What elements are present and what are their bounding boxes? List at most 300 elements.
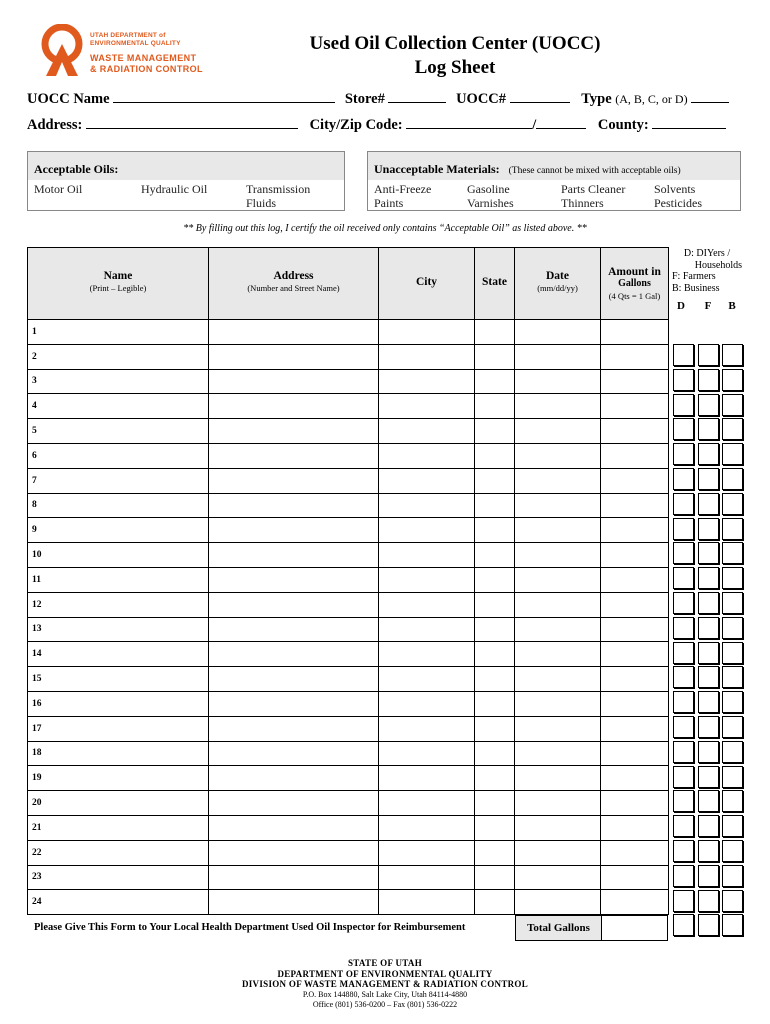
unacceptable-materials-box bbox=[367, 151, 741, 211]
checkbox-f[interactable] bbox=[698, 592, 719, 614]
table-row bbox=[28, 543, 669, 568]
name-cell[interactable] bbox=[51, 468, 209, 493]
date-cell[interactable] bbox=[515, 394, 601, 419]
checkbox-b[interactable] bbox=[722, 840, 743, 862]
legend-f: F: Farmers bbox=[672, 271, 716, 283]
date-header bbox=[515, 248, 601, 320]
address-cell[interactable] bbox=[209, 691, 379, 716]
checkbox-b[interactable] bbox=[722, 518, 743, 540]
amount-cell[interactable] bbox=[601, 369, 669, 394]
checkbox-f[interactable] bbox=[698, 369, 719, 391]
amount-cell[interactable] bbox=[601, 344, 669, 369]
uocc-name-label: UOCC Name bbox=[27, 91, 110, 107]
checkbox-f[interactable] bbox=[698, 716, 719, 738]
checkbox-b[interactable] bbox=[722, 443, 743, 465]
city-cell[interactable] bbox=[379, 766, 475, 791]
checkbox-f[interactable] bbox=[698, 394, 719, 416]
row-number: 9 bbox=[28, 518, 51, 543]
name-header bbox=[28, 248, 209, 320]
row-number: 14 bbox=[28, 642, 51, 667]
amount-cell[interactable] bbox=[601, 716, 669, 741]
address-header bbox=[209, 248, 379, 320]
checkbox-b[interactable] bbox=[722, 394, 743, 416]
checkbox-d[interactable] bbox=[673, 567, 694, 589]
footer-division: DIVISION OF WASTE MANAGEMENT & RADIATION CONTROL bbox=[241, 979, 529, 989]
checkbox-b[interactable] bbox=[722, 815, 743, 837]
checkbox-d[interactable] bbox=[673, 741, 694, 763]
date-cell[interactable] bbox=[515, 741, 601, 766]
amount-cell[interactable] bbox=[601, 642, 669, 667]
page-subtitle: Log Sheet bbox=[414, 57, 496, 78]
amount-cell[interactable] bbox=[601, 419, 669, 444]
city-cell[interactable] bbox=[379, 667, 475, 692]
state-cell[interactable] bbox=[475, 369, 515, 394]
amount-cell[interactable] bbox=[601, 543, 669, 568]
state-cell[interactable] bbox=[475, 716, 515, 741]
checkbox-f[interactable] bbox=[698, 518, 719, 540]
city-cell[interactable] bbox=[379, 716, 475, 741]
city-cell[interactable] bbox=[379, 741, 475, 766]
checkbox-b[interactable] bbox=[722, 418, 743, 440]
state-cell[interactable] bbox=[475, 543, 515, 568]
address-cell[interactable] bbox=[209, 791, 379, 816]
checkbox-f[interactable] bbox=[698, 766, 719, 788]
checkbox-d[interactable] bbox=[673, 890, 694, 912]
address-cell[interactable] bbox=[209, 642, 379, 667]
page-title: Used Oil Collection Center (UOCC) bbox=[309, 33, 601, 54]
address-cell[interactable] bbox=[209, 344, 379, 369]
state-cell[interactable] bbox=[475, 443, 515, 468]
amount-cell[interactable] bbox=[601, 320, 669, 345]
checkbox-f[interactable] bbox=[698, 691, 719, 713]
checkbox-f[interactable] bbox=[698, 542, 719, 564]
name-cell[interactable] bbox=[51, 865, 209, 890]
checkbox-b[interactable] bbox=[722, 468, 743, 490]
address-cell[interactable] bbox=[209, 369, 379, 394]
date-cell[interactable] bbox=[515, 667, 601, 692]
state-header: State bbox=[475, 248, 515, 320]
amount-cell[interactable] bbox=[601, 840, 669, 865]
material-item: Solvents bbox=[654, 182, 696, 196]
city-cell[interactable] bbox=[379, 865, 475, 890]
checkbox-b[interactable] bbox=[722, 790, 743, 812]
table-row bbox=[28, 320, 669, 345]
date-cell[interactable] bbox=[515, 369, 601, 394]
checkbox-d[interactable] bbox=[673, 592, 694, 614]
checkbox-f[interactable] bbox=[698, 493, 719, 515]
address-cell[interactable] bbox=[209, 667, 379, 692]
utah-logo-icon bbox=[40, 24, 86, 78]
table-row bbox=[28, 493, 669, 518]
address-cell[interactable] bbox=[209, 320, 379, 345]
state-cell[interactable] bbox=[475, 741, 515, 766]
address-cell[interactable] bbox=[209, 716, 379, 741]
amount-cell[interactable] bbox=[601, 766, 669, 791]
city-cell[interactable] bbox=[379, 890, 475, 915]
date-cell[interactable] bbox=[515, 766, 601, 791]
checkbox-f[interactable] bbox=[698, 344, 719, 366]
city-cell[interactable] bbox=[379, 617, 475, 642]
address-cell[interactable] bbox=[209, 592, 379, 617]
address-cell[interactable] bbox=[209, 865, 379, 890]
type-hint: (A, B, C, or D) bbox=[615, 92, 688, 106]
checkbox-d[interactable] bbox=[673, 493, 694, 515]
city-cell[interactable] bbox=[379, 567, 475, 592]
checkbox-d[interactable] bbox=[673, 691, 694, 713]
city-cell[interactable] bbox=[379, 394, 475, 419]
name-cell[interactable] bbox=[51, 344, 209, 369]
checkbox-d[interactable] bbox=[673, 518, 694, 540]
date-cell[interactable] bbox=[515, 518, 601, 543]
address-field[interactable] bbox=[86, 116, 298, 129]
checkbox-f[interactable] bbox=[698, 865, 719, 887]
row-number: 10 bbox=[28, 543, 51, 568]
state-cell[interactable] bbox=[475, 468, 515, 493]
name-header-label: Name bbox=[103, 270, 133, 282]
state-cell[interactable] bbox=[475, 394, 515, 419]
state-cell[interactable] bbox=[475, 617, 515, 642]
state-cell[interactable] bbox=[475, 592, 515, 617]
city-cell[interactable] bbox=[379, 791, 475, 816]
checkbox-b[interactable] bbox=[722, 766, 743, 788]
row-number: 18 bbox=[28, 741, 51, 766]
checkbox-f[interactable] bbox=[698, 741, 719, 763]
date-cell[interactable] bbox=[515, 468, 601, 493]
acceptable-oils-box bbox=[27, 151, 345, 211]
state-cell[interactable] bbox=[475, 766, 515, 791]
date-cell[interactable] bbox=[515, 840, 601, 865]
address-cell[interactable] bbox=[209, 815, 379, 840]
checkbox-d[interactable] bbox=[673, 865, 694, 887]
checkbox-d[interactable] bbox=[673, 418, 694, 440]
checkbox-d[interactable] bbox=[673, 840, 694, 862]
address-label: Address: bbox=[27, 117, 83, 133]
amount-cell[interactable] bbox=[601, 592, 669, 617]
legend-d: D: DIYers / bbox=[683, 248, 731, 259]
city-cell[interactable] bbox=[379, 815, 475, 840]
name-cell[interactable] bbox=[51, 394, 209, 419]
name-cell[interactable] bbox=[51, 592, 209, 617]
name-cell[interactable] bbox=[51, 766, 209, 791]
state-cell[interactable] bbox=[475, 691, 515, 716]
name-cell[interactable] bbox=[51, 667, 209, 692]
log-table bbox=[27, 247, 669, 915]
name-cell[interactable] bbox=[51, 369, 209, 394]
name-cell[interactable] bbox=[51, 493, 209, 518]
address-cell[interactable] bbox=[209, 518, 379, 543]
amount-cell[interactable] bbox=[601, 518, 669, 543]
table-row bbox=[28, 667, 669, 692]
address-header-label: Address bbox=[273, 270, 314, 282]
row-number: 6 bbox=[28, 443, 51, 468]
date-cell[interactable] bbox=[515, 344, 601, 369]
date-header-sub: (mm/dd/yy) bbox=[537, 283, 578, 293]
checkbox-b[interactable] bbox=[722, 493, 743, 515]
checkbox-d[interactable] bbox=[673, 617, 694, 639]
deq-logo bbox=[40, 24, 220, 80]
col-b-header: B bbox=[728, 300, 736, 312]
checkbox-b[interactable] bbox=[722, 592, 743, 614]
address-cell[interactable] bbox=[209, 890, 379, 915]
store-label: Store# bbox=[344, 91, 385, 107]
city-cell[interactable] bbox=[379, 840, 475, 865]
address-cell[interactable] bbox=[209, 394, 379, 419]
row-number: 2 bbox=[28, 344, 51, 369]
date-cell[interactable] bbox=[515, 865, 601, 890]
checkbox-d[interactable] bbox=[673, 642, 694, 664]
footer-state: STATE OF UTAH bbox=[347, 958, 423, 968]
agency-line-1: UTAH DEPARTMENT of bbox=[90, 32, 166, 39]
name-cell[interactable] bbox=[51, 642, 209, 667]
date-cell[interactable] bbox=[515, 443, 601, 468]
address-cell[interactable] bbox=[209, 766, 379, 791]
city-cell[interactable] bbox=[379, 543, 475, 568]
zip-field[interactable] bbox=[536, 116, 586, 129]
city-cell[interactable] bbox=[379, 320, 475, 345]
city-cell[interactable] bbox=[379, 344, 475, 369]
state-cell[interactable] bbox=[475, 320, 515, 345]
state-cell[interactable] bbox=[475, 791, 515, 816]
checkbox-f[interactable] bbox=[698, 890, 719, 912]
name-cell[interactable] bbox=[51, 791, 209, 816]
address-cell[interactable] bbox=[209, 493, 379, 518]
address-cell[interactable] bbox=[209, 567, 379, 592]
footer-po: P.O. Box 144880, Salt Lake City, Utah 84114-4880 bbox=[302, 989, 468, 999]
checkbox-f[interactable] bbox=[698, 567, 719, 589]
table-row bbox=[28, 394, 669, 419]
total-gallons-field[interactable] bbox=[603, 916, 667, 940]
date-cell[interactable] bbox=[515, 890, 601, 915]
total-gallons-box bbox=[515, 915, 668, 941]
checkbox-b[interactable] bbox=[722, 344, 743, 366]
date-cell[interactable] bbox=[515, 716, 601, 741]
checkbox-d[interactable] bbox=[673, 815, 694, 837]
address-cell[interactable] bbox=[209, 468, 379, 493]
checkbox-f[interactable] bbox=[698, 666, 719, 688]
state-cell[interactable] bbox=[475, 840, 515, 865]
date-cell[interactable] bbox=[515, 791, 601, 816]
address-cell[interactable] bbox=[209, 543, 379, 568]
address-header-sub: (Number and Street Name) bbox=[247, 283, 340, 293]
checkbox-b[interactable] bbox=[722, 666, 743, 688]
table-row bbox=[28, 443, 669, 468]
store-field[interactable] bbox=[388, 90, 446, 103]
date-cell[interactable] bbox=[515, 815, 601, 840]
checkbox-b[interactable] bbox=[722, 865, 743, 887]
name-cell[interactable] bbox=[51, 567, 209, 592]
date-cell[interactable] bbox=[515, 642, 601, 667]
oil-item: Hydraulic Oil bbox=[141, 182, 208, 196]
name-cell[interactable] bbox=[51, 320, 209, 345]
name-cell[interactable] bbox=[51, 617, 209, 642]
uocc-name-field[interactable] bbox=[113, 90, 335, 103]
checkbox-b[interactable] bbox=[722, 890, 743, 912]
city-cell[interactable] bbox=[379, 468, 475, 493]
name-cell[interactable] bbox=[51, 543, 209, 568]
amount-cell[interactable] bbox=[601, 493, 669, 518]
table-row bbox=[28, 642, 669, 667]
checkbox-b[interactable] bbox=[722, 617, 743, 639]
amount-cell[interactable] bbox=[601, 394, 669, 419]
address-row bbox=[27, 116, 726, 134]
name-cell[interactable] bbox=[51, 419, 209, 444]
date-cell[interactable] bbox=[515, 691, 601, 716]
checkbox-f[interactable] bbox=[698, 418, 719, 440]
checkbox-b[interactable] bbox=[722, 567, 743, 589]
checkbox-f[interactable] bbox=[698, 840, 719, 862]
name-header-sub: (Print – Legible) bbox=[89, 283, 147, 293]
state-cell[interactable] bbox=[475, 667, 515, 692]
name-cell[interactable] bbox=[51, 840, 209, 865]
type-field[interactable] bbox=[691, 90, 729, 103]
acceptable-oils-heading: Acceptable Oils: bbox=[28, 152, 344, 180]
amount-cell[interactable] bbox=[601, 815, 669, 840]
table-row bbox=[28, 567, 669, 592]
checkbox-f[interactable] bbox=[698, 468, 719, 490]
date-cell[interactable] bbox=[515, 493, 601, 518]
address-cell[interactable] bbox=[209, 617, 379, 642]
checkbox-d[interactable] bbox=[673, 666, 694, 688]
row-number: 19 bbox=[28, 766, 51, 791]
date-cell[interactable] bbox=[515, 543, 601, 568]
checkbox-b[interactable] bbox=[722, 716, 743, 738]
agency-footer bbox=[0, 958, 770, 1011]
amount-cell[interactable] bbox=[601, 890, 669, 915]
city-cell[interactable] bbox=[379, 642, 475, 667]
address-cell[interactable] bbox=[209, 443, 379, 468]
customer-type-legend bbox=[672, 248, 742, 294]
checkbox-d[interactable] bbox=[673, 542, 694, 564]
oil-item: Fluids bbox=[246, 196, 277, 210]
name-cell[interactable] bbox=[51, 741, 209, 766]
name-cell[interactable] bbox=[51, 443, 209, 468]
table-row bbox=[28, 890, 669, 915]
checkbox-d[interactable] bbox=[673, 766, 694, 788]
table-row bbox=[28, 815, 669, 840]
city-header: City bbox=[379, 248, 475, 320]
address-cell[interactable] bbox=[209, 419, 379, 444]
state-cell[interactable] bbox=[475, 567, 515, 592]
row-number: 21 bbox=[28, 815, 51, 840]
state-cell[interactable] bbox=[475, 815, 515, 840]
address-cell[interactable] bbox=[209, 840, 379, 865]
checkbox-f[interactable] bbox=[698, 914, 719, 936]
date-cell[interactable] bbox=[515, 567, 601, 592]
checkbox-b[interactable] bbox=[722, 369, 743, 391]
checkbox-d[interactable] bbox=[673, 468, 694, 490]
name-cell[interactable] bbox=[51, 518, 209, 543]
checkbox-d[interactable] bbox=[673, 790, 694, 812]
table-row bbox=[28, 865, 669, 890]
table-header-row bbox=[28, 248, 669, 320]
city-cell[interactable] bbox=[379, 443, 475, 468]
checkbox-d[interactable] bbox=[673, 914, 694, 936]
col-f-header: F bbox=[704, 300, 712, 312]
county-field[interactable] bbox=[652, 116, 726, 129]
table-row bbox=[28, 419, 669, 444]
certify-statement: ** By filling out this log, I certify the oil received only contains “Acceptable Oil” as listed above. ** bbox=[183, 223, 587, 234]
amount-cell[interactable] bbox=[601, 865, 669, 890]
state-cell[interactable] bbox=[475, 518, 515, 543]
checkbox-f[interactable] bbox=[698, 642, 719, 664]
legend-b: B: Business bbox=[672, 282, 720, 294]
city-cell[interactable] bbox=[379, 691, 475, 716]
city-cell[interactable] bbox=[379, 419, 475, 444]
checkbox-d[interactable] bbox=[673, 369, 694, 391]
checkbox-d[interactable] bbox=[673, 394, 694, 416]
table-row bbox=[28, 741, 669, 766]
material-item: Pesticides bbox=[654, 196, 702, 210]
checkbox-b[interactable] bbox=[722, 542, 743, 564]
amount-cell[interactable] bbox=[601, 468, 669, 493]
row-number: 20 bbox=[28, 791, 51, 816]
checkbox-d[interactable] bbox=[673, 716, 694, 738]
amount-cell[interactable] bbox=[601, 791, 669, 816]
amount-cell[interactable] bbox=[601, 741, 669, 766]
amount-cell[interactable] bbox=[601, 691, 669, 716]
date-cell[interactable] bbox=[515, 617, 601, 642]
city-field[interactable] bbox=[406, 116, 532, 129]
city-cell[interactable] bbox=[379, 518, 475, 543]
state-cell[interactable] bbox=[475, 419, 515, 444]
checkbox-f[interactable] bbox=[698, 443, 719, 465]
unacceptable-heading-row bbox=[368, 152, 740, 180]
city-cell[interactable] bbox=[379, 493, 475, 518]
city-cell[interactable] bbox=[379, 592, 475, 617]
date-cell[interactable] bbox=[515, 419, 601, 444]
row-number: 7 bbox=[28, 468, 51, 493]
checkbox-d[interactable] bbox=[673, 443, 694, 465]
checkbox-b[interactable] bbox=[722, 691, 743, 713]
division-line-2: & RADIATION CONTROL bbox=[90, 64, 203, 74]
checkbox-f[interactable] bbox=[698, 815, 719, 837]
state-cell[interactable] bbox=[475, 890, 515, 915]
legend-d2: Households bbox=[694, 259, 742, 271]
agency-line-2: ENVIRONMENTAL QUALITY bbox=[90, 40, 181, 47]
date-cell[interactable] bbox=[515, 320, 601, 345]
amount-cell[interactable] bbox=[601, 567, 669, 592]
amount-cell[interactable] bbox=[601, 667, 669, 692]
state-cell[interactable] bbox=[475, 642, 515, 667]
row-number: 8 bbox=[28, 493, 51, 518]
amount-header-label-2: Gallons bbox=[618, 278, 651, 289]
material-item: Varnishes bbox=[467, 196, 514, 210]
checkbox-f[interactable] bbox=[698, 617, 719, 639]
checkbox-b[interactable] bbox=[722, 741, 743, 763]
material-item: Thinners bbox=[561, 196, 604, 210]
name-cell[interactable] bbox=[51, 815, 209, 840]
amount-cell[interactable] bbox=[601, 617, 669, 642]
checkbox-b[interactable] bbox=[722, 642, 743, 664]
date-cell[interactable] bbox=[515, 592, 601, 617]
checkbox-f[interactable] bbox=[698, 790, 719, 812]
checkbox-b[interactable] bbox=[722, 914, 743, 936]
table-row bbox=[28, 716, 669, 741]
material-item: Paints bbox=[374, 196, 404, 210]
uocc-number-field[interactable] bbox=[510, 90, 570, 103]
state-cell[interactable] bbox=[475, 865, 515, 890]
name-cell[interactable] bbox=[51, 691, 209, 716]
city-cell[interactable] bbox=[379, 369, 475, 394]
amount-cell[interactable] bbox=[601, 443, 669, 468]
checkbox-d[interactable] bbox=[673, 344, 694, 366]
name-cell[interactable] bbox=[51, 890, 209, 915]
row-number: 16 bbox=[28, 691, 51, 716]
address-cell[interactable] bbox=[209, 741, 379, 766]
state-cell[interactable] bbox=[475, 493, 515, 518]
name-cell[interactable] bbox=[51, 716, 209, 741]
state-cell[interactable] bbox=[475, 344, 515, 369]
